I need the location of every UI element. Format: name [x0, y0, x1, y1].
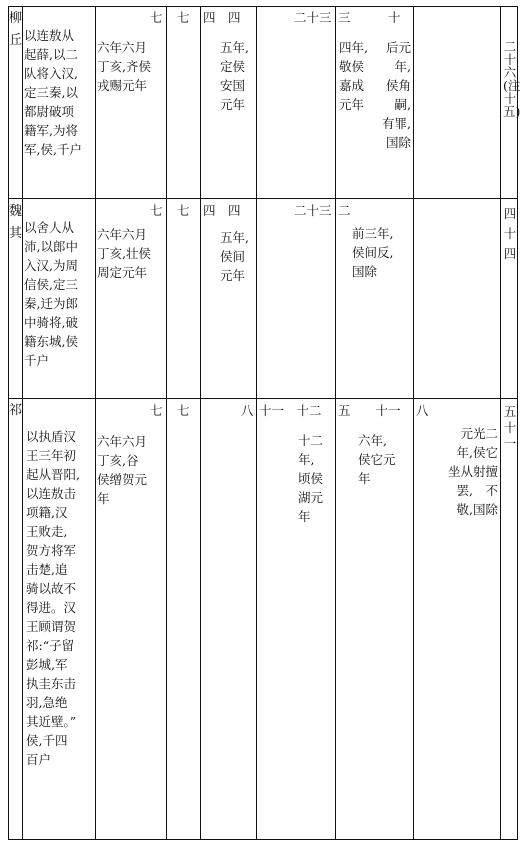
- row-3-gaohou-num: 八: [241, 403, 254, 418]
- row-2-jingdi-num: 二: [338, 203, 351, 218]
- column-divider: [500, 6, 501, 840]
- row-1-wendi: 二十三: [294, 10, 332, 25]
- row-3-wendi: 十一 十二: [259, 403, 322, 418]
- row-3-rank: 五 十 一: [503, 404, 517, 451]
- row-3-wudi-text: 元光二 年,侯它 坐从射擅 罢, 不 敬,国除: [447, 426, 498, 517]
- row-2-merit: 以舍人从 沛,以郎中 入汉,为周 信侯,定三 秦,迁为郎 中骑将,破 籍东城,侯 千户: [24, 220, 78, 368]
- row-1-jingdi-num: 三 十: [338, 10, 401, 25]
- row-1-jingdi-text-b: 后元 年, 侯角 嗣, 有罪, 国除: [382, 40, 411, 150]
- row-1-jingdi-text-a: 四年, 敬侯 嘉成 元年: [339, 40, 368, 112]
- column-divider: [200, 6, 201, 840]
- row-1-huidi: 七: [177, 10, 190, 25]
- row-2-gaohou-num: 四 四: [203, 203, 241, 218]
- column-divider: [256, 6, 257, 840]
- column-divider: [22, 6, 23, 840]
- row-3-gaozu-num: 七: [150, 403, 163, 418]
- row-1-rank: 二 十 六 (注 十 五): [503, 39, 521, 119]
- row-2-jingdi-text-a: 前三年, 侯间反, 国除: [352, 226, 394, 279]
- row-3-merit: 以执盾汉 王三年初 起从晋阳, 以连敖击 项籍,汉 王败走, 贺方将军 击楚,追 骑以故不 得进。汉 王顾谓贺 祁:“子留 彭城,军 执圭东击 羽,急绝 其近壁。” 侯,千四 百户: [26, 429, 80, 767]
- row-3-huidi: 七: [177, 403, 190, 418]
- row-3-jingdi-num: 五 十一: [338, 403, 401, 418]
- row-1-gaozu-num: 七: [150, 10, 163, 25]
- column-divider: [413, 6, 414, 840]
- row-1-gaozu-text: 六年六月 丁亥,齐侯 戎赐元年: [97, 40, 151, 93]
- row-2-huidi: 七: [177, 203, 190, 218]
- row-3-jingdi-text-a: 六年, 侯它元 年: [358, 433, 396, 486]
- row-3-wendi-text: 十二 年, 顷侯 湖元 年: [298, 433, 324, 524]
- row-2-rank: 四 十 四: [503, 206, 517, 261]
- row-3-gaozu-text: 六年六月 丁亥,谷 侯缯贺元 年: [97, 434, 148, 506]
- row-2-wendi: 二十三: [294, 203, 332, 218]
- column-divider: [95, 6, 96, 840]
- row-2-gaozu-num: 七: [150, 203, 163, 218]
- row-1-name: 柳 丘: [9, 11, 23, 48]
- row-3-name: 祁: [9, 403, 23, 418]
- row-divider: [8, 198, 518, 199]
- column-divider: [335, 6, 336, 840]
- row-1-merit: 以连敖从 起薛,以二 队将入汉, 定三秦,以 都尉破项 籍军,为将 军,侯,千户: [24, 28, 82, 157]
- row-divider: [8, 398, 518, 399]
- row-2-gaozu-text: 六年六月 丁亥,壮侯 周定元年: [97, 227, 151, 280]
- row-3-wudi-num: 八: [416, 403, 429, 418]
- table-frame: [8, 6, 521, 840]
- row-1-gaohou-text: 五年, 定侯 安国 元年: [220, 40, 249, 112]
- column-divider: [166, 6, 167, 840]
- row-1-gaohou-num: 四 四: [203, 10, 241, 25]
- row-2-gaohou-text: 五年, 侯间 元年: [220, 230, 249, 283]
- row-2-name: 魏 其: [9, 204, 23, 241]
